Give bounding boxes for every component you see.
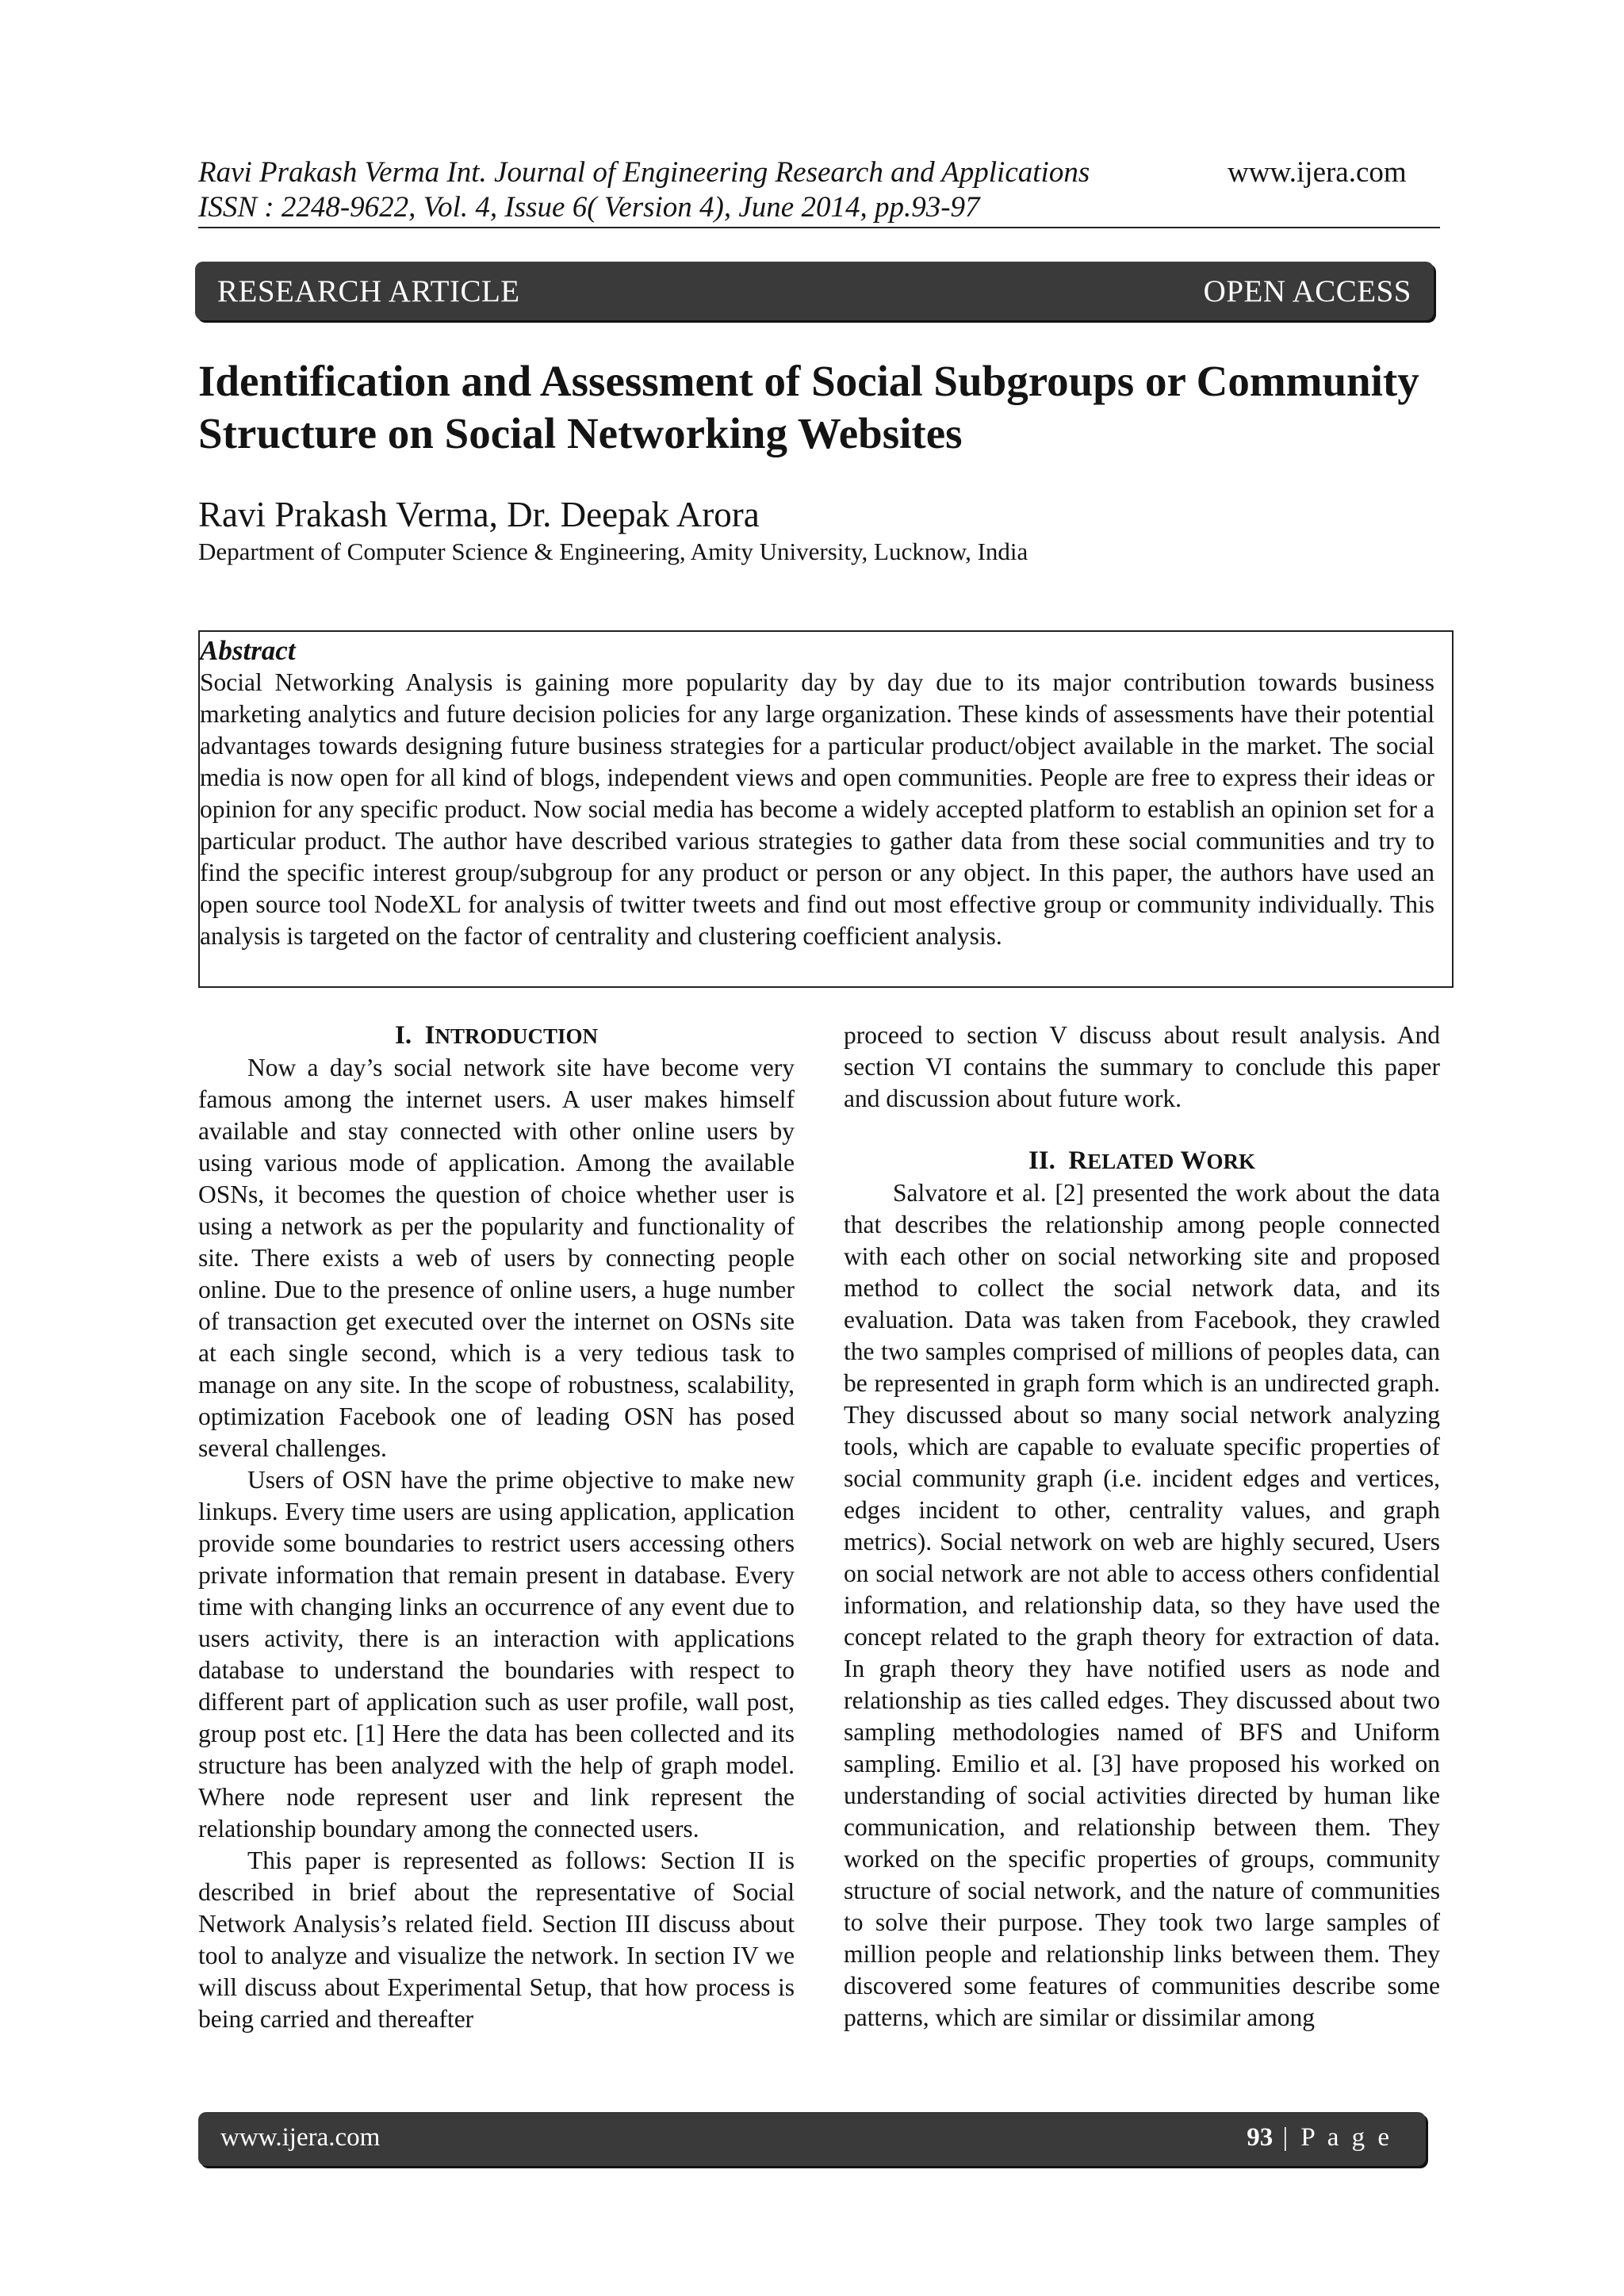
section-spacer [844, 1115, 1440, 1145]
research-article-label: RESEARCH ARTICLE [217, 274, 520, 308]
title-line-2: Structure on Social Networking Websites [198, 409, 963, 457]
intro-heading-rest: NTRODUCTION [435, 1024, 598, 1048]
abstract-heading: Abstract [200, 635, 296, 666]
title-line-1: Identification and Assessment of Social Subgroups or Community [198, 357, 1419, 405]
related-heading-initial-2: W [1180, 1146, 1207, 1175]
right-column [844, 1020, 1440, 2034]
related-section-number: II. [1028, 1146, 1055, 1175]
intro-paragraph-1: Now a day’s social network site have become very famous among the internet users. A user makes himself available and stay connected with other online users by using various mode of application. Among the available OSNs, it becomes the question of choice whether user is using a network as per the popularity and functionality of site. There exists a web of users by connecting people online. Due to the presence of online users, a huge number of transaction get executed over the internet on OSNs site at each single second, which is a very tedious task to manage on any site. In the scope of robustness, scalability, optimization Facebook one of leading OSN has posed several challenges. [198, 1054, 795, 1462]
intro-continuation: proceed to section V discuss about result analysis. And section VI contains the summary to conclude this paper and discussion about future work. [844, 1021, 1440, 1112]
page-footer [198, 2112, 1426, 2166]
author-affiliation: Department of Computer Science & Engineering, Amity University, Lucknow, India [198, 538, 1028, 565]
intro-paragraph-3: This paper is represented as follows: Section II is described in brief about the representative of Social Network Analysis’s related field. Section III discuss about tool to analyze and visualize the network. In section IV we will discuss about Experimental Setup, that how process is being carried and thereafter [198, 1846, 795, 2033]
introduction-heading [198, 1020, 795, 1052]
abstract-box [198, 630, 1454, 988]
header-divider [198, 227, 1440, 228]
author-list: Ravi Prakash Verma, Dr. Deepak Arora [198, 495, 760, 534]
article-type-banner [195, 262, 1434, 320]
journal-url[interactable]: www.ijera.com [1228, 156, 1407, 189]
journal-header-line: Ravi Prakash Verma Int. Journal of Engineering Research and Applications [198, 156, 1090, 189]
related-heading-rest-2: ORK [1206, 1150, 1256, 1173]
intro-heading-initial: I [424, 1021, 435, 1050]
intro-paragraph-2: Users of OSN have the prime objective to make new linkups. Every time users are using application, application provide some boundaries to restrict users accessing others private information that remain present in database. Every time with changing links an occurrence of any event due to users activity, there is an interaction with applications database to understand the boundaries with respect to different part of application such as user profile, wall post, group post etc. [1] Here the data has been collected and its structure has been analyzed with the help of graph model. Where node represent user and link represent the relationship boundary among the connected users. [198, 1466, 795, 1843]
issn-header-line: ISSN : 2248-9622, Vol. 4, Issue 6( Version 4), June 2014, pp.93-97 [198, 191, 980, 224]
related-work-paragraph: Salvatore et al. [2] presented the work about the data that describes the relationship among people connected with each other on social networking site and proposed method to collect the social network data, and its evaluation. Data was taken from Facebook, they crawled the two samples comprised of millions of peoples data, can be represented in graph form which is an undirected graph. They discussed about so many social network analyzing tools, which are capable to evaluate specific properties of social community graph (i.e. incident edges and vertices, edges incident to other, centrality values, and graph metrics). Social network on web are highly secured, Users on social network are not able to access others confidential information, and relationship data, so they have used the concept related to the graph theory for extraction of data. In graph theory they have notified users as node and relationship as ties called edges. They discussed about two sampling methodologies named of BFS and Uniform sampling. Emilio et al. [3] have proposed his worked on understanding of social activities directed by human like communication, and relationship between them. They worked on the specific properties of groups, community structure of social network, and the nature of communities to solve their purpose. They took two large samples of million people and relationship links between them. They discovered some features of communities describe some patterns, which are similar or dissimilar among [844, 1179, 1440, 2031]
related-work-heading [844, 1145, 1440, 1177]
left-column [198, 1020, 795, 2035]
footer-url[interactable]: www.ijera.com [220, 2123, 381, 2152]
intro-section-number: I. [395, 1021, 412, 1050]
abstract-text: Social Networking Analysis is gaining more popularity day by day due to its major contribution towards business marketing analytics and future decision policies for any large organization. These kinds of assessments have their potential advantages towards designing future business strategies for a particular product/object available in the market. The social media is now open for all kind of blogs, independent views and open communities. People are free to express their ideas or opinion for any specific product. Now social media has become a widely accepted platform to establish an opinion set for a particular product. The author have described various strategies to gather data from these social communities and try to find the specific interest group/subgroup for any product or person or any object. In this paper, the authors have used an open source tool NodeXL for analysis of twitter tweets and find out most effective group or community individually. This analysis is targeted on the factor of centrality and clustering coefficient analysis. [200, 668, 1434, 950]
paper-title [198, 355, 1451, 460]
related-heading-initial: R [1068, 1146, 1088, 1175]
related-heading-rest: ELATED [1087, 1150, 1174, 1173]
page-suffix: | P a g e [1273, 2123, 1392, 2152]
open-access-label: OPEN ACCESS [1203, 274, 1411, 308]
page-number: 93 [1247, 2123, 1274, 2152]
page-number-label [1247, 2123, 1392, 2152]
